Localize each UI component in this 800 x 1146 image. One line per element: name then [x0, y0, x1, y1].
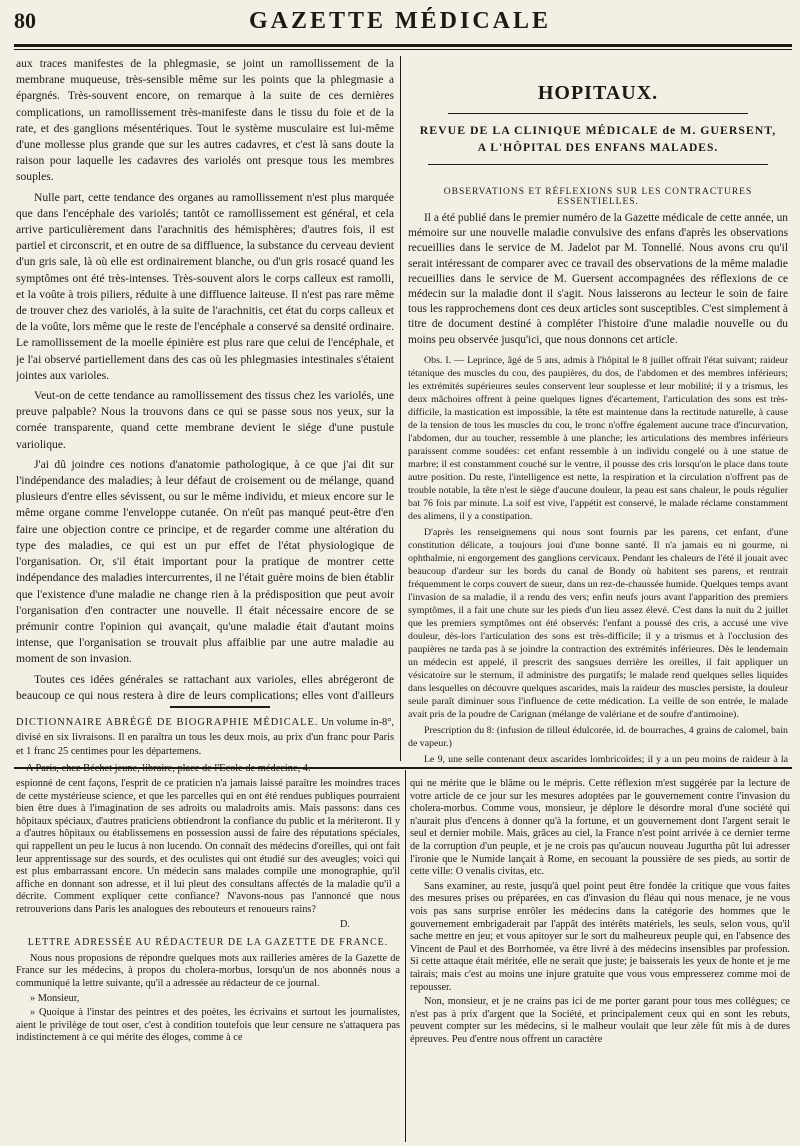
- dictionary-title: DICTIONNAIRE ABRÉGÉ DE BIOGRAPHIE MÉDICALE.: [16, 717, 319, 728]
- right-column: [408, 56, 788, 766]
- middle-rule: [14, 767, 792, 769]
- header-rule: [14, 44, 792, 47]
- journal-title: GAZETTE MÉDICALE: [248, 8, 552, 34]
- observation-paragraph: Prescription du 8: (infusion de tilleul édulcorée, id. de bourraches, 4 grains de calomel, bain de vapeur.): [408, 724, 788, 749]
- header-rule-thin: [14, 49, 792, 50]
- bottom-right-paragraph: Non, monsieur, et je ne crains pas ici de me porter garant pour tous mes collègues; ce n'est pas à prix d'argent que la Société, et principalement ceux qui en sont les rebuts, peuvent compter sur les médecins, si le malheur voulait que leur zèle fût mis à de dures épreuves. Peu d'entre nous offrent un caractère: [410, 996, 790, 1045]
- revue-title: REVUE DE LA CLINIQUE MÉDICALE de M. GUERSENT,: [419, 123, 777, 137]
- observation-paragraph: Obs. I. — Leprince, âgé de 5 ans, admis à l'hôpital le 8 juillet offrait l'état suivant; raideur tétanique des muscles du cou, des paupières, du dos, de l'abdomen et des membres inférieurs; les extrémités supérieures seules conservent leur souplesse et leur mobilité; il y a trismus, les deux mâchoires offrent à peine quelques lignes d'écartement, l'articulation des sons est très-difficile, la mastication est impossible, la tête est maintenue dans la rectitude naturelle, à cause de la tension de tous les muscles du cou, le tronc n'offre également aucune trace d'incurvation, l'abdomen, dur au toucher, ressemble à une planche; les articulations des membres inférieurs paraissent comme soudées: cet enfant ressemble à un individu congelé ou à une statue de marbre; il est constamment couché sur le ventre, il pousse des cris lorsqu'on le place dans toute autre position. Du reste, l'intelligence est nette, la respiration et la circulation n'offrent pas de trouble notable, la tête n'est le siège d'aucune douleur, la peau est sans chaleur, le pouls régulier bat 76 fois par minute. La soif est vive, l'appétit est conservé, le malade réclame constamment des alimens, il y a constipation.: [408, 354, 788, 522]
- lettre-paragraph: » Monsieur,: [30, 992, 80, 1004]
- bottom-column-divider: [405, 770, 406, 1142]
- left-paragraph: Nulle part, cette tendance des organes au ramollissement n'est plus marquée que dans l'encéphale des variolés; tantôt ce ramollissement est général, et cela arrive particulièrement dans l'arachnitis des hémisphères; d'autres fois, il est partiel et circonscrit, et en outre de sa diffluence, la substance du cerveau devient d'un gris sale, là où elle est ordinairement blanche, ou d'un gris rosacé quand les symptômes ont été très-intenses. Très-souvent alors le corps calleux est ramolli, et la voûte à trois piliers, réduite à une diffluence laiteuse. Il n'est pas rare même de trouver chez des variolés, à la suite de l'arachnitis, cet état du corps calleux et de la voûte, lors même que le reste de l'encéphale a conservé sa densité ordinaire. Le ramollissement de la moelle épinière est plus rare que celui de l'encéphale, et je l'ai observé partiellement dans des cas où les phlegmasies intestinales s'étaient jointes aux varioles.: [16, 190, 394, 382]
- section-rule: [448, 113, 748, 114]
- dictionary-notice: [16, 716, 394, 778]
- observation-paragraph: Le 9, une selle contenant deux ascarides lombricoïdes; il y a un peu moins de raideur à la: [424, 753, 788, 765]
- observation-paragraph: D'après les renseignemens qui nous sont fournis par les parens, cet enfant, d'une constitution délicate, a toujours joui d'une bonne santé. Il n'a jamais eu ni gourme, ni ophthalmie, ni engorgement des ganglions cervicaux. Pendant les chaleurs de l'été il jouait avec beaucoup d'ardeur sur les bords du canal de Bondy où habitent ses parens, et rentrait fréquemment le corps couvert de sueur, dans un rez-de-chaussée humide. Quelques temps avant l'invasion de sa maladie, il a rendu des vers; enfin neufs jours avant l'apparition des premiers symptômes, il a fait une chute sur les pieds d'un lieu assez élevé. C'est dans la nuit du 2 juillet que les premiers symptômes ont été observés: l'enfant a poussé des cris, a accusé une vive douleur, dès-lors l'articulation des sons est très-difficile; il y a trismus et à l'occlusion des paupières ne tarda pas à se joindre la contraction des extrémités inférieures. Dès le lendemain un médecin est appelé, il prescrit des sangsues derrière les oreilles, il fait appliquer un vésicatoire sur le sternum, il administre des purgatifs; le malade rend quelques selles liquides dans lesquelles on découvre quelques ascarides, mais la raideur des muscles persiste, la douleur seule paraît diminuer sous l'influence de cette médication. La veille de son entrée, le malade avait pris de la poudre de Carignan (mélange de valériane et de soufre d'antimoine).: [408, 526, 788, 720]
- lettre-paragraph: » Quoique à l'instar des peintres et des poètes, les écrivains et surtout les journalistes, aient le privilège de tout oser, c'est à condition toutefois que leur censure ne s'attaquera pas indistinctement à ce qui mérite des éloges, comme à ce: [16, 1007, 400, 1044]
- dictionary-text: Un volume in-8°, divisé en six livraisons. Il en paraîtra un tous les deux mois, au prix d'un franc pour Paris et 1 franc 25 centimes pour les départemens.: [16, 717, 394, 758]
- hospital-name: A L'HÔPITAL DES ENFANS MALADES.: [477, 142, 719, 154]
- left-column: [16, 56, 394, 704]
- section-title: HOPITAUX.: [537, 82, 659, 104]
- intro-paragraph: Il a été publié dans le premier numéro de la Gazette médicale de cette année, un mémoire sur une nouvelle maladie convulsive des enfans d'après les observations recueillies dans le service de M. Jadelot par M. Tonnellé. Nous avons cru qu'il serait intéressant de comparer avec ce travail des observations de la même maladie recueillies dans le service de M. Guersent accompagnées des réflexions de ce médecin sur la maladie dont il s'agit. Nous laisserons au lecteur le soin de faire tous les rapprochemens dont ces deux articles sont susceptibles. C'est simplement à titre de document destiné à compléter l'histoire d'une maladie nouvelle ou du moins peu observée jusqu'ici, que nous donnons cet article.: [408, 212, 788, 346]
- left-paragraph: Veut-on de cette tendance au ramollissement des tissus chez les variolés, une preuve palpable? Nous la trouvons dans ce qui se passe sous nos yeux, sur la cornée transparente, quand cette membrane devient le siége d'une pustule variolique.: [16, 389, 394, 451]
- column-divider: [400, 56, 401, 761]
- left-paragraph: J'ai dû joindre ces notions d'anatomie pathologique, à ce que j'ai dit sur l'indépendance des maladies; à leur défaut de croisement ou de mélange, quand plusieurs d'entre elles sévissent, ou sur le même individu, et mieux encore sur le même organe comme l'enveloppe cutanée. On n'eût pas manqué peut-être d'en faire une objection contre ce principe, et de regarder comme une altération du type des maladies, ce qui est un pur effet de l'état physiologique de l'organisation. Or, s'il était important pour la pratique de montrer cette indépendance des maladies intercurrentes, il ne l'était guère moins de bien établir que l'existence d'une maladie ne change rien à la prédisposition que peut avoir l'organisation d'en contracter une nouvelle. Il était nécessaire encore de se prémunir contre l'opinion qui avançait, qu'une maladie était d'autant moins intense, que l'organisation se trouvait plus affaiblie par une autre maladie au moment de son invasion.: [16, 457, 394, 666]
- bottom-left-column: [16, 778, 400, 1140]
- observations-title: OBSERVATIONS ET RÉFLEXIONS SUR LES CONTRACTURES ESSENTIELLES.: [443, 187, 753, 207]
- bottom-left-paragraph: espionné de cent façons, l'esprit de ce praticien n'a jamais laissé paraître les moindres traces de cette mystérieuse science, et que les parcelles qui en ont été rendues publiques pourraient bien être dues à l'imagination de ses adroits ou maladroits amis. Mais passons: dans ces hôpitaux spéciaux, d'autres praticiens obtiendront la confiance du public et la mériteront. Il y a d'autres hôpitaux ou établissemens en possession aussi de faire des réputations spéciales, qui rappellent un peu le lucus à non lucendo. On connaît des médecins d'oreilles, qui ont fait leur apprentissage sur des sourds, et des oculistes qui ont étudié sur des aveugles; voici qui est plus embarrassant encore. Un médecin sans malades compile une monographie, qu'il affiche en donnant son adresse, et il lui pleut des consultans affectés de la maladie qu'il a décrite. Comment expliquer cette confiance? N'avons-nous pas l'annoncé que nous retrouverions dans Paris les analogues des rebouteurs et renoueurs rains?: [16, 778, 400, 915]
- signature-d: D.: [339, 918, 350, 930]
- left-paragraph: Toutes ces idées générales se rattachant aux varioles, elles abrégeront de beaucoup ce qui nous restera à dire de leurs complications; elles vont d'ailleurs: [16, 672, 394, 702]
- page-number: 80: [14, 8, 36, 33]
- left-paragraph: aux traces manifestes de la phlegmasie, se joint un ramollissement de la membrane muqueuse, très-sensible même sur les points que la phlegmasie a épargnés. Très-souvent encore, on remarque à la suite de ces dernières complications, un ramollissement très-manifeste dans le tissu du foie et de la rate, et des ganglions mésentériques. Tout le système musculaire est lui-même d'une mollesse plus grande que sur les autres cadavres, et c'est là sans doute la raison pour laquelle les cadavres des variolés ont presque tous les membres souples.: [16, 57, 394, 184]
- lettre-title: LETTRE ADRESSÉE AU RÉDACTEUR DE LA GAZETTE DE FRANCE.: [27, 937, 389, 949]
- bottom-right-column: [410, 778, 790, 1140]
- dictionary-address: A Paris, chez Béchet jeune, libraire, place de l'Ecole de médecine, 4.: [26, 762, 311, 774]
- bottom-right-paragraph: qui ne mérite que le blâme ou le mépris. Cette réflexion m'est suggérée par la lecture de votre article de ce jour sur les mesures adoptées par le gouvernement contre l'invasion du cholera-morbus. Comme vous, monsieur, je déplore le désordre moral d'une société qui n'aurait plus d'encens à donner qu'à la fortune, et un gouvernement dont l'argent serait le seul et dernier mobile. Mais, grâces au ciel, la France n'est point arrivée à ce dernier terme de la corruption d'un peuple, et je ne crois pas qu'aucun nouveau Jugurtha pût lui adresser l'ironie que le Numide lançait à Rome, en secouant la poussière de ses pieds, au sortir de cette ville: O venalis civitas, etc.: [410, 778, 790, 878]
- ornament-rule: [170, 706, 270, 708]
- bottom-right-paragraph: Sans examiner, au reste, jusqu'à quel point peut être fondée la critique que vous faites des mesures prises ou préparées, en cas d'invasion du fléau qui nous menace, je ne vous vois pas sans surprise enrôler les médecins dans la catégorie des hommes que le gouvernement embrigaderait par l'appât des intérêts matériels, les seuls, selon vous, qu'il sache mettre en jeu; et vous apitoyer sur le sort du malheureux peuple qui, en l'absence des Vincent de Paul et des Borrhomée, va être livré à des médecins insensibles par profession. Si cette attaque était méritée, elle ne serait que juste; je baisserais les yeux de honte et je me tairais; mais c'est au moins une injure gratuite que vous vous empresserez comme moi de repousser.: [410, 880, 790, 993]
- lettre-paragraph: Nous nous proposions de répondre quelques mots aux railleries amères de la Gazette de France sur les médecins, à propos du cholera-morbus, lorsqu'un de nos abonnés nous a communiqué la lettre suivante, qu'il a adressée au rédacteur de ce journal.: [16, 952, 400, 989]
- hospital-rule: [428, 164, 768, 165]
